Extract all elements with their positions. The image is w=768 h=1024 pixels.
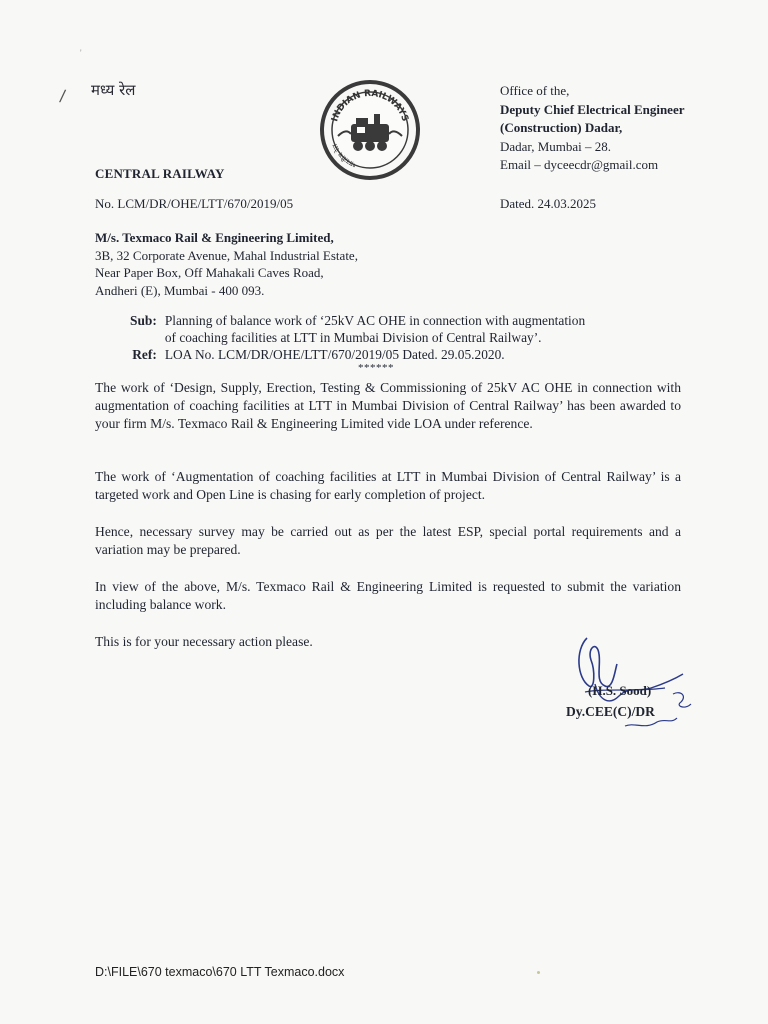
file-path-footer: D:\FILE\670 texmaco\670 LTT Texmaco.docx bbox=[95, 965, 345, 979]
paragraph-2: The work of ‘Augmentation of coaching facilities at LTT in Mumbai Division of Central Railway’ is a targeted work and Open Line is chasing for early completion of project. bbox=[95, 469, 681, 502]
addressee-line-1: 3B, 32 Corporate Avenue, Mahal Industrial Estate, bbox=[95, 247, 358, 263]
addressee-line-2: Near Paper Box, Off Mahakali Caves Road, bbox=[95, 265, 324, 280]
addressee-line-3: Andheri (E), Mumbai - 400 093. bbox=[95, 282, 265, 298]
letter-date: Dated. 24.03.2025 bbox=[500, 196, 597, 211]
emblem-hindi-text: भारतीय रेल bbox=[331, 142, 358, 169]
signatory-designation: Dy.CEE(C)/DR bbox=[566, 704, 655, 719]
office-line-1: Office of the, bbox=[500, 83, 570, 98]
paragraph-5: This is for your necessary action please. bbox=[95, 634, 313, 649]
letter-number: No. LCM/DR/OHE/LTT/670/2019/05 bbox=[95, 196, 294, 211]
paragraph-3: Hence, necessary survey may be carried out as per the latest ESP, special portal requirements and a variation may be prepared. bbox=[95, 524, 681, 557]
subject-reference-block bbox=[130, 312, 690, 363]
office-email: Email – dyceecdr@gmail.com bbox=[500, 157, 659, 172]
separator: ****** bbox=[358, 362, 394, 374]
paragraph-4: In view of the above, M/s. Texmaco Rail & Engineering Limited is requested to submit the variation including balance work. bbox=[95, 579, 681, 612]
office-address-block bbox=[500, 82, 750, 175]
scan-speck bbox=[537, 971, 540, 974]
addressee-firm: M/s. Texmaco Rail & Engineering Limited, bbox=[95, 230, 334, 245]
reference-label: Ref: bbox=[132, 347, 157, 362]
reference-text: LOA No. LCM/DR/OHE/LTT/670/2019/05 Dated. 29.05.2020. bbox=[164, 347, 505, 362]
indian-railways-emblem-icon bbox=[318, 78, 422, 182]
signatory-name: (H.S. Sood) bbox=[588, 683, 652, 698]
pen-mark: / bbox=[58, 85, 67, 106]
org-name: CENTRAL RAILWAY bbox=[95, 166, 225, 181]
scan-mark: ' bbox=[80, 48, 82, 58]
office-line-4: Dadar, Mumbai – 28. bbox=[500, 138, 612, 154]
subject-line-1: Planning of balance work of ‘25kV AC OHE in connection with augmentation bbox=[164, 313, 586, 328]
subject-label: Sub: bbox=[130, 313, 157, 328]
office-line-2: Deputy Chief Electrical Engineer bbox=[500, 101, 685, 117]
emblem-text: INDIAN RAILWAYS bbox=[330, 88, 410, 123]
subject-line-2: of coaching facilities at LTT in Mumbai Division of Central Railway’. bbox=[164, 330, 542, 345]
hindi-org-name: मध्य रेल bbox=[91, 81, 136, 99]
addressee-block bbox=[95, 229, 358, 299]
office-line-3: (Construction) Dadar, bbox=[500, 120, 623, 135]
paragraph-1: The work of ‘Design, Supply, Erection, Testing & Commissioning of 25kV AC OHE in connection with augmentation of coaching facilities at LTT in Mumbai Division of Central Railway’ has been awarded to your firm M/s. Texmaco Rail & Engineering Limited vide LOA under reference. bbox=[95, 380, 681, 431]
